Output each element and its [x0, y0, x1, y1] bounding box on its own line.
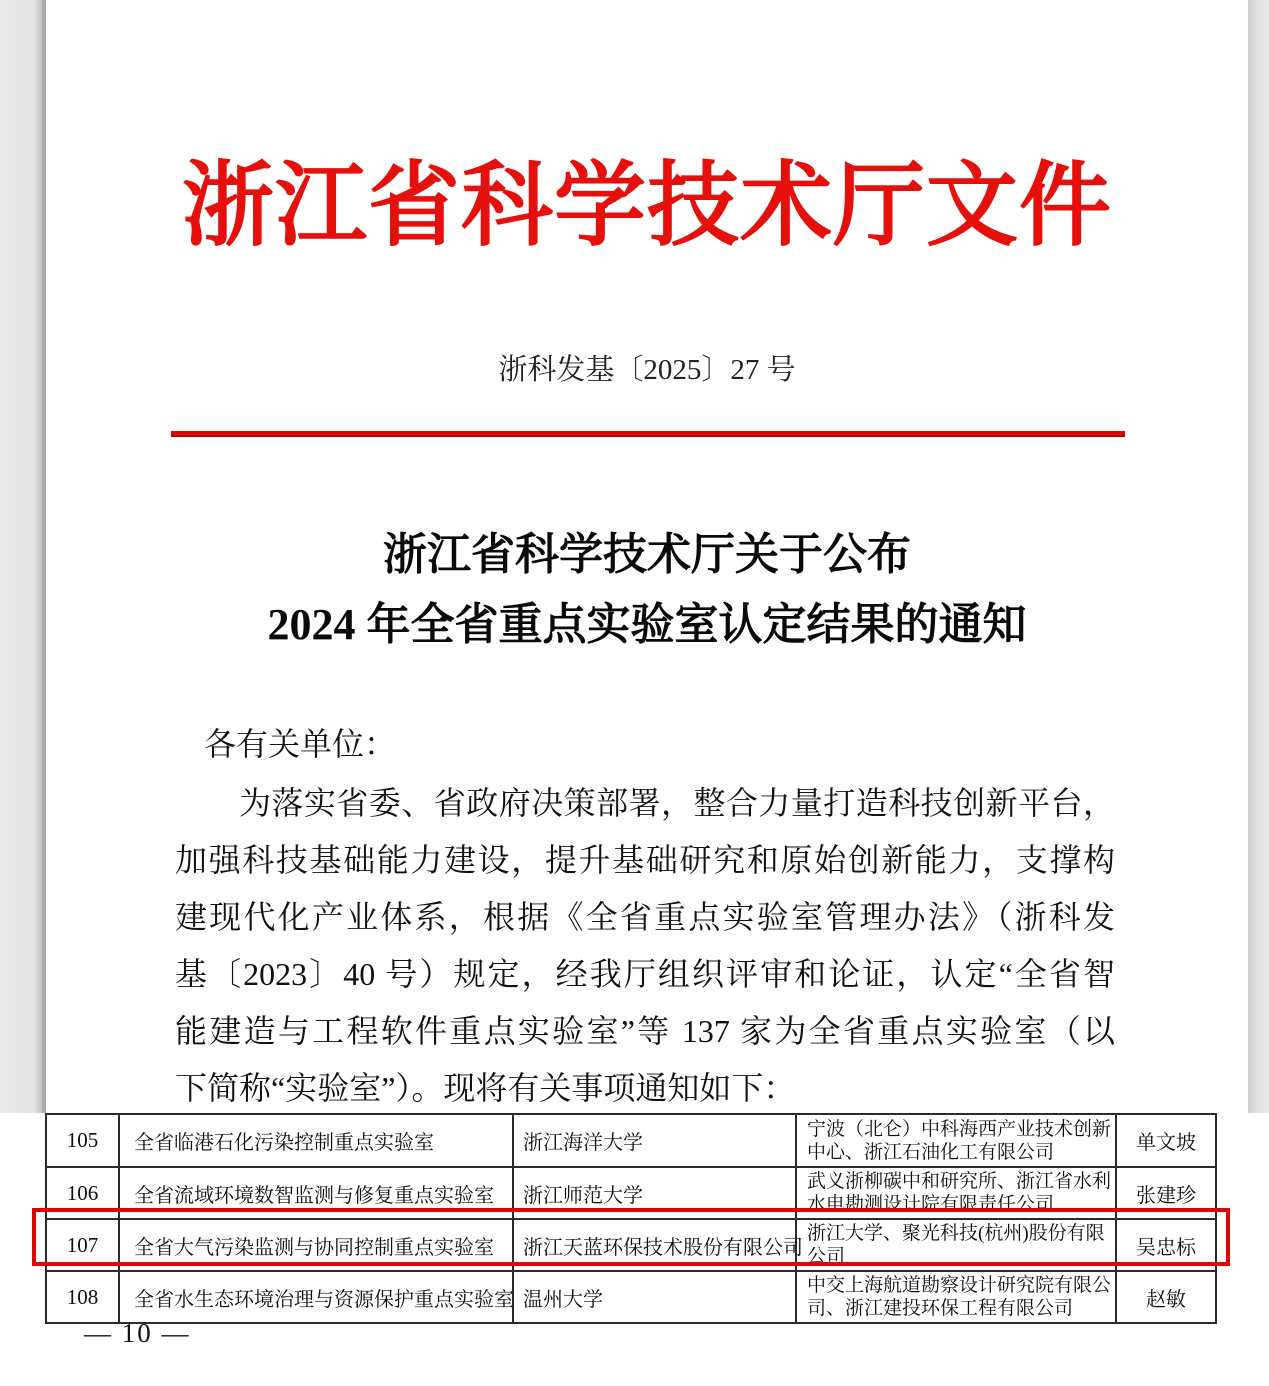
- director-name: 赵敏: [1116, 1271, 1216, 1323]
- lab-name: 全省水生态环境治理与资源保护重点实验室: [119, 1271, 513, 1323]
- partner-organizations: 宁波（北仑）中科海西产业技术创新中心、浙江石油化工有限公司: [796, 1114, 1116, 1167]
- table-row: [46, 1271, 1216, 1323]
- partner-organizations: 武义浙柳碳中和研究所、浙江省水利水电勘测设计院有限责任公司: [796, 1167, 1116, 1219]
- body-line: 基〔2023〕40 号）规定，经我厅组织评审和论证，认定“全省智: [175, 956, 1115, 992]
- host-institution: 浙江海洋大学: [513, 1114, 796, 1167]
- salutation: 各有关单位：: [204, 726, 397, 762]
- host-institution: 浙江师范大学: [513, 1167, 796, 1219]
- partner-organizations: 中交上海航道勘察设计研究院有限公司、浙江建投环保工程有限公司: [796, 1271, 1116, 1323]
- page-margin-right: [1248, 0, 1269, 1113]
- body-line: 加强科技基础能力建设，提升基础研究和原始创新能力，支撑构: [175, 842, 1115, 878]
- director-name: 单文坡: [1116, 1114, 1216, 1167]
- table-row-highlighted: [46, 1219, 1216, 1271]
- row-number: 108: [46, 1271, 119, 1323]
- director-name: 张建珍: [1116, 1167, 1216, 1219]
- notice-title: [46, 520, 1248, 660]
- lab-name: 全省临港石化污染控制重点实验室: [119, 1114, 513, 1167]
- notice-title-line2: 2024 年全省重点实验室认定结果的通知: [267, 600, 1027, 649]
- notice-title-line1: 浙江省科学技术厅关于公布: [383, 530, 911, 579]
- letterhead-title: 浙江省科学技术厅文件: [181, 155, 1112, 257]
- table-row: [46, 1167, 1216, 1219]
- host-institution: 浙江天蓝环保技术股份有限公司: [513, 1219, 796, 1271]
- lab-name: 全省大气污染监测与协同控制重点实验室: [119, 1219, 513, 1271]
- document-number: 浙科发基〔2025〕27 号: [498, 354, 796, 386]
- page-number: — 10 —: [84, 1318, 191, 1348]
- body-line: 下简称“实验室”）。现将有关事项通知如下：: [175, 1070, 796, 1106]
- row-number: 107: [46, 1219, 119, 1271]
- body-line: 为落实省委、省政府决策部署，整合力量打造科技创新平台，: [239, 785, 1115, 821]
- host-institution: 温州大学: [513, 1271, 796, 1323]
- letterhead-rule: [171, 431, 1125, 437]
- row-number: 105: [46, 1114, 119, 1167]
- lab-results-table: [45, 1113, 1217, 1324]
- body-paragraph: [175, 775, 1115, 1117]
- director-name: 吴忠标: [1116, 1219, 1216, 1271]
- body-line: 建现代化产业体系，根据《全省重点实验室管理办法》（浙科发: [175, 899, 1115, 935]
- body-line: 能建造与工程软件重点实验室”等 137 家为全省重点实验室（以: [175, 1013, 1115, 1049]
- table-row: [46, 1114, 1216, 1167]
- page-margin-left: [0, 0, 46, 1113]
- partner-organizations: 浙江大学、聚光科技(杭州)股份有限公司: [796, 1219, 1116, 1271]
- lab-name: 全省流域环境数智监测与修复重点实验室: [119, 1167, 513, 1219]
- row-number: 106: [46, 1167, 119, 1219]
